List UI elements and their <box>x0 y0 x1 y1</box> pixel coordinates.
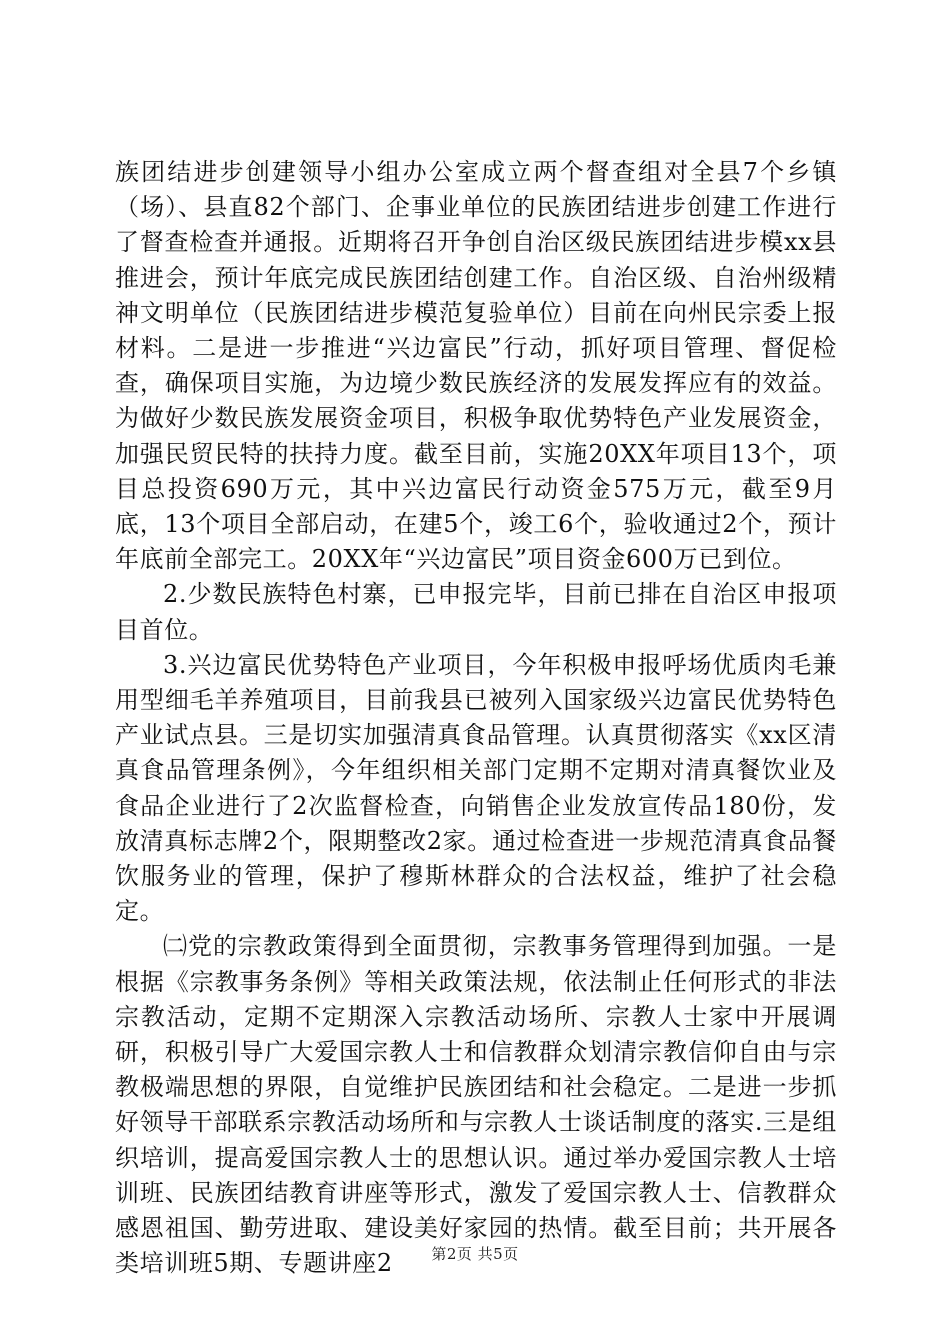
document-body <box>115 155 837 1282</box>
paragraph-religious-policy: ㈡党的宗教政策得到全面贯彻，宗教事务管理得到加强。一是根据《宗教事务条例》等相关政策法规，依法制止任何形式的非法宗教活动，定期不定期深入宗教活动场所、宗教人士家中开展调研，积极引导广大爱国宗教人士和信教群众划清宗教信仰自由与宗教极端思想的界限，自觉维护民族团结和社会稳定。二是进一步抓好领导干部联系宗教活动场所和与宗教人士谈话制度的落实.三是组织培训，提高爱国宗教人士的思想认识。通过举办爱国宗教人士培训班、民族团结教育讲座等形式，激发了爱国宗教人士、信教群众感恩祖国、勤劳进取、建设美好家园的热情。截至目前；共开展各类培训班5期、专题讲座2 <box>115 932 837 1278</box>
paragraph-ethnic-unity: 族团结进步创建领导小组办公室成立两个督查组对全县7个乡镇（场）、县直82个部门、企事业单位的民族团结进步创建工作进行了督查检查并通报。近期将召开争创自治区级民族团结进步模xx县推进会，预计年底完成民族团结创建工作。自治区级、自治州级精神文明单位（民族团结进步模范复验单位）目前在向州民宗委上报材料。二是进一步推进“兴边富民”行动，抓好项目管理、督促检查，确保项目实施，为边境少数民族经济的发展发挥应有的效益。为做好少数民族发展资金项目，积极争取优势特色产业发展资金，加强民贸民特的扶持力度。截至目前，实施20XX年项目13个，项目总投资690万元，其中兴边富民行动资金575万元，截至9月底，13个项目全部启动，在建5个，竣工6个，验收通过2个，预计年底前全部完工。20XX年“兴边富民”项目资金600万已到位。 <box>115 158 837 574</box>
paragraph-industry-projects: 3.兴边富民优势特色产业项目，今年积极申报呼场优质肉毛兼用型细毛羊养殖项目，目前我县已被列入国家级兴边富民优势特色产业试点县。三是切实加强清真食品管理。认真贯彻落实《xx区清真食品管理条例》，今年组织相关部门定期不定期对清真餐饮业及食品企业进行了2次监督检查，向销售企业发放宣传品180份，发放清真标志牌2个，限期整改2家。通过检查进一步规范清真食品餐饮服务业的管理，保护了穆斯林群众的合法权益，维护了社会稳定。 <box>115 650 837 926</box>
paragraph-characteristic-villages: 2.少数民族特色村寨，已申报完毕，目前已排在自治区申报项目首位。 <box>115 580 837 644</box>
page-number-footer: 第2页 共5页 <box>431 1245 519 1263</box>
